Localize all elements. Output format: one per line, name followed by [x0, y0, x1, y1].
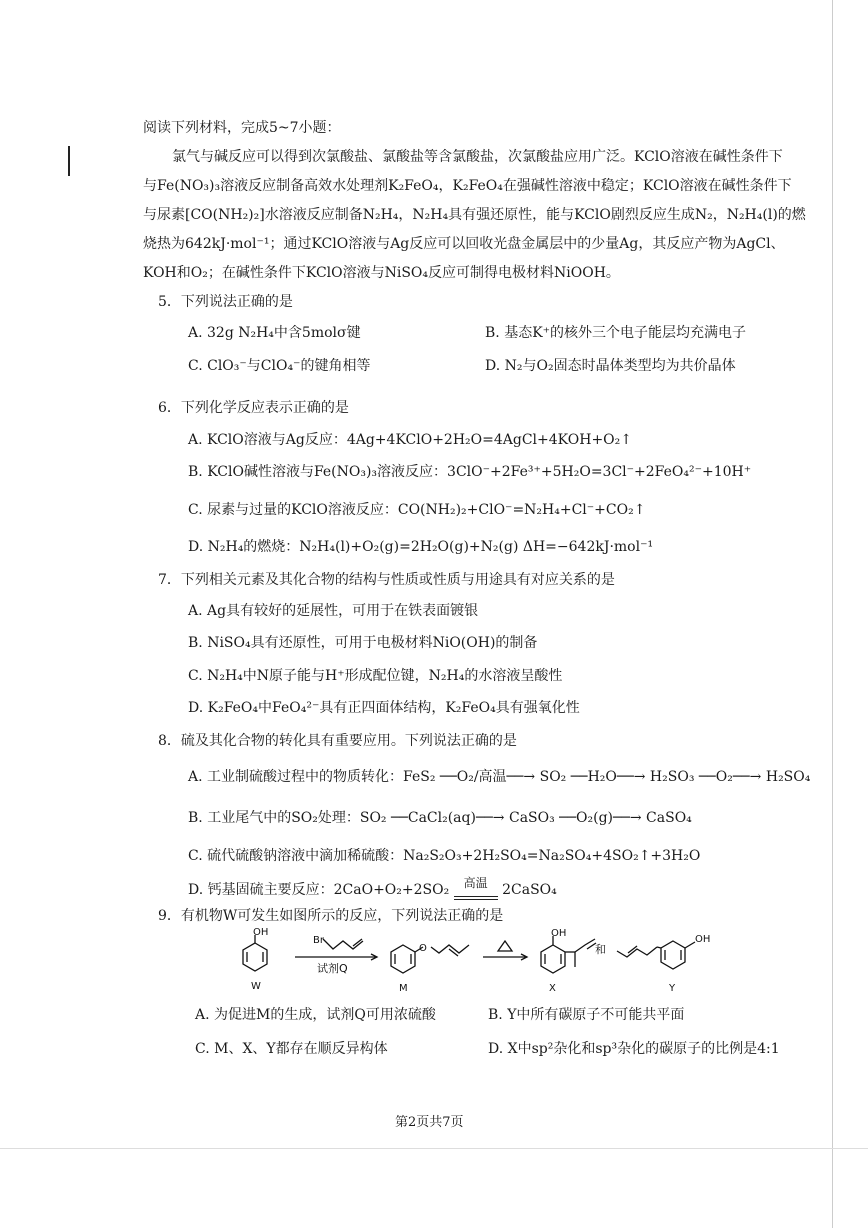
q6-option-c: C. 尿素与过量的KClO溶液反应：CO(NH₂)₂+ClO⁻=N₂H₄+Cl⁻+CO₂↑	[188, 502, 646, 518]
q7-stem: 7．下列相关元素及其化合物的结构与性质或性质与用途具有对应关系的是	[158, 572, 615, 588]
q5-option-c: C. ClO₃⁻与ClO₄⁻的键角相等	[188, 358, 371, 374]
q6-option-a: A. KClO溶液与Ag反应：4Ag+4KClO+2H₂O=4AgCl+4KOH+O₂↑	[188, 432, 632, 448]
intro-line-4: 烧热为642kJ·mol⁻¹；通过KClO溶液与Ag反应可以回收光盘金属层中的少量Ag，其反应产物为AgCl、	[143, 236, 785, 252]
q8-option-a: A. 工业制硫酸过程中的物质转化：FeS₂ ──O₂/高温──→ SO₂ ──H₂O──→ H₂SO₃ ──O₂──→ H₂SO₄	[188, 769, 811, 785]
arrow-with-reagent	[295, 939, 377, 960]
q9-option-b: B. Y中所有碳原子不可能共平面	[488, 1007, 685, 1023]
label-w: W	[251, 981, 261, 992]
intro-line-5: KOH和O₂；在碱性条件下KClO溶液与NiSO₄反应可制得电极材料NiOOH。	[143, 265, 620, 281]
q8-option-c: C. 硫代硫酸钠溶液中滴加稀硫酸：Na₂S₂O₃+2H₂SO₄=Na₂SO₄+4SO₂↑+3H₂O	[188, 848, 701, 864]
q5-option-d: D. N₂与O₂固态时晶体类型均为共价晶体	[485, 358, 736, 374]
heat-arrow	[483, 941, 527, 960]
svg-text:OH: OH	[551, 928, 567, 939]
ether-structure-m	[391, 945, 469, 973]
q5-stem: 5．下列说法正确的是	[158, 294, 293, 310]
intro-lead: 阅读下列材料，完成5~7小题：	[143, 120, 341, 136]
intro-line-2: 与Fe(NO₃)₃溶液反应制备高效水处理剂K₂FeO₄，K₂FeO₄在强碱性溶液中稳定；KClO溶液在碱性条件下	[143, 178, 792, 194]
svg-text:OH: OH	[253, 927, 269, 938]
q5-option-b: B. 基态K⁺的核外三个电子能层均充满电子	[485, 325, 747, 341]
intro-line-3: 与尿素[CO(NH₂)₂]水溶液反应制备N₂H₄，N₂H₄具有强还原性，能与KClO剧烈反应生成N₂，N₂H₄(l)的燃	[143, 207, 806, 223]
scan-edge-line	[832, 0, 833, 1228]
q8-option-d	[188, 876, 557, 900]
q7-option-d: D. K₂FeO₄中FeO₄²⁻具有正四面体结构，K₂FeO₄具有强氧化性	[188, 700, 580, 716]
phenol-structure-y	[617, 941, 695, 969]
q6-option-d: D. N₂H₄的燃烧：N₂H₄(l)+O₂(g)=2H₂O(g)+N₂(g) ΔH=−642kJ·mol⁻¹	[188, 539, 654, 555]
q8-d-equals	[454, 876, 498, 900]
phenol-structure-x	[541, 936, 596, 973]
q9-reaction-scheme	[225, 925, 745, 993]
q9-option-a: A. 为促进M的生成，试剂Q可用浓硫酸	[195, 1007, 436, 1023]
intro-line-1: 氯气与碱反应可以得到次氯酸盐、氯酸盐等含氯酸盐，次氯酸盐应用广泛。KClO溶液在碱性条件下	[172, 149, 783, 165]
q8-d-condition: 高温	[463, 876, 488, 890]
q8-option-b: B. 工业尾气中的SO₂处理：SO₂ ──CaCl₂(aq)──→ CaSO₃ ──O₂(g)──→ CaSO₄	[188, 810, 692, 826]
label-x: X	[549, 983, 556, 993]
q6-option-b: B. KClO碱性溶液与Fe(NO₃)₃溶液反应：3ClO⁻+2Fe³⁺+5H₂O=3Cl⁻+2FeO₄²⁻+10H⁺	[188, 464, 752, 480]
reagent-label: 试剂Q	[317, 962, 348, 975]
q5-option-a: A. 32g N₂H₄中含5molσ键	[188, 325, 361, 341]
q7-option-c: C. N₂H₄中N原子能与H⁺形成配位键，N₂H₄的水溶液呈酸性	[188, 668, 563, 684]
q8-d-suffix: 2CaSO₄	[502, 882, 557, 898]
q8-d-prefix: D. 钙基固硫主要反应：2CaO+O₂+2SO₂	[188, 882, 450, 898]
q8-stem: 8．硫及其化合物的转化具有重要应用。下列说法正确的是	[158, 733, 517, 749]
q7-option-b: B. NiSO₄具有还原性，可用于电极材料NiO(OH)的制备	[188, 635, 538, 651]
q7-option-a: A. Ag具有较好的延展性，可用于在铁表面镀银	[188, 603, 479, 619]
svg-text:Br: Br	[313, 935, 324, 946]
q9-option-c: C. M、X、Y都存在顺反异构体	[195, 1041, 388, 1057]
margin-mark	[68, 146, 70, 176]
label-y: Y	[669, 983, 676, 993]
svg-text:OH: OH	[695, 934, 711, 945]
q9-stem: 9．有机物W可发生如图所示的反应，下列说法正确的是	[158, 908, 504, 924]
and-label: 和	[595, 943, 606, 956]
scan-bottom-line	[0, 1148, 868, 1149]
label-m: M	[399, 983, 408, 993]
phenol-structure-w	[243, 935, 267, 971]
q6-stem: 6．下列化学反应表示正确的是	[158, 400, 349, 416]
svg-text:O: O	[419, 943, 427, 954]
page-number: 第2页共7页	[395, 1115, 464, 1130]
q9-option-d: D. X中sp²杂化和sp³杂化的碳原子的比例是4:1	[488, 1041, 780, 1057]
